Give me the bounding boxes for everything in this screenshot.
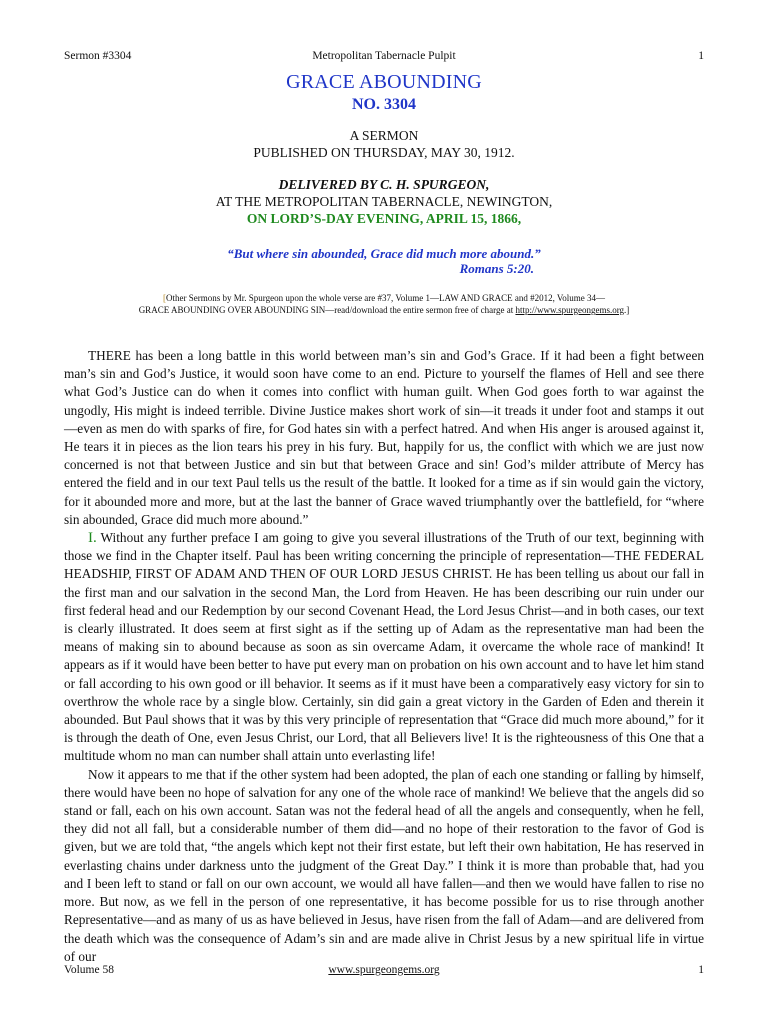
delivery-date: ON LORD’S-DAY EVENING, APRIL 15, 1866, [246,211,522,226]
note-line-2: GRACE ABOUNDING OVER ABOUNDING SIN—read/download the entire sermon free of charge at [138,305,516,315]
note-line-1: Other Sermons by Mr. Spurgeon upon the whole verse are #37, Volume 1—LAW AND GRACE and #2012, Volume 34— [166,293,605,303]
other-sermons-note [64,292,704,316]
header-sermon-number: Sermon #3304 [64,50,132,62]
header-page-number: 1 [698,50,704,62]
delivery-place: AT THE METROPOLITAN TABERNACLE, NEWINGTON, [215,194,553,209]
body-paragraph-2 [64,529,704,766]
note-open-bracket: [ [163,293,166,303]
body-paragraph-2-text: Without any further preface I am going to give you several illustrations of the Truth of our text, beginning with those we find in the Chapter itself. Paul has been writing concerning the principle of representation—THE FEDERAL HEADSHIP, FIRST OF ADAM AND THEN OF OUR LORD JESUS CHRIST. He has been telling us about our fall in the first man and our salvation in the second Man, the Lord from Heaven. He has been describing our ruin under our first federal head and our Redemption by our second Covenant Head, the Lord Jesus Christ—and in both cases, our text is clearly illustrated. It does seem at first sight as if the setting up of Adam as the representative man had been the means of making sin to abound because as soon as sin overcame Adam, it overcame the whole race of mankind! It appears as if it would have been better to have put every man on probation on his own account and to have let him stand or fall according to his own good or ill behavior. It seems as if it must have been a comparatively easy victory for sin to overthrow the whole race by a single blow. Certainly, sin did gain a great victory in the Garden of Eden and therein it abounded. But Paul shows that it was by this very principle of representation that “Grace did much more abound,” for it is through the death of One, even Jesus Christ, our Lord, that all Believers live! It is the righteousness of this One that a multitude whom no man can number shall attain unto everlasting life! [64,530,704,764]
published-date: PUBLISHED ON THURSDAY, MAY 30, 1912. [253,145,515,160]
a-sermon-label: A SERMON [349,128,419,143]
footer-volume: Volume 58 [64,964,114,976]
scripture-reference: Romans 5:20. [459,261,534,276]
scripture-text-block [64,246,704,276]
scripture-verse: “But where sin abounded, Grace did much more abound.” [227,246,541,261]
footer-website-link[interactable]: www.spurgeongems.org [328,964,440,976]
sermon-title: GRACE ABOUNDING [286,71,482,93]
section-number: I. [88,530,97,547]
sermon-body [64,347,704,966]
note-close-bracket: .] [624,305,630,315]
title-block [64,70,704,316]
note-website-link[interactable]: http://www.spurgeongems.org [515,305,625,315]
body-paragraph-1: THERE has been a long battle in this world between man’s sin and God’s Grace. If it had been a fight between man’s sin and God’s Justice, it would soon have come to an end. Picture to yourself the flames of Hell and see there what God’s Justice can do when it comes into conflict with human guilt. When God goes forth to war against the ungodly, His might is indeed terrible. Divine Justice makes short work of sin—it treads it under foot and stamps it out—even as men do with sparks of fire, for God hates sin with a perfect hatred. And when His anger is aroused against it, He tears it in pieces as the lion tears his prey in his fury. But, happily for us, the conflict with which we are just now concerned is not that between Justice and sin but that between Grace and sin! God’s milder attribute of Mercy has entered the field and in our text Paul tells us the result of the battle. It looked for a time as if sin would gain the victory, for it abounded more and more, but at the last the banner of Grace waved triumphantly over the battlefield, for “where sin abounded, Grace did much more abound.” [64,348,704,527]
footer-page-number: 1 [698,964,704,976]
running-header [64,49,704,63]
header-publication-title: Metropolitan Tabernacle Pulpit [312,50,456,62]
page-footer [64,963,704,977]
delivered-by: DELIVERED BY C. H. SPURGEON, [278,177,490,192]
body-paragraph-3: Now it appears to me that if the other system had been adopted, the plan of each one standing or falling by himself, there would have been no hope of salvation for any one of the whole race of mankind! We believe that the angels did so stand or fall, each on his own account. Satan was not the federal head of all the angels and consequently, when he fell, they did not all fall, but a considerable number of them did—and no hope of their restoration to the favor of God is given, but we are told that, “the angels which kept not their first estate, but left their own habitation, He has reserved in everlasting chains under darkness unto the judgment of the Great Day.” I think it is more than probable that, had you and I been left to stand or fall on our own account, we would all have fallen—and then we would have fallen to rise no more. But now, as we fell in the person of one representative, it has become possible for us to rise through another Representative—and as many of us as have believed in Jesus, have risen from the fall of Adam—and are delivered from the death which was the consequence of Adam’s sin and are made alive in Christ Jesus by a new spiritual life in virtue of our [64,766,704,964]
sermon-number: NO. 3304 [352,96,416,113]
